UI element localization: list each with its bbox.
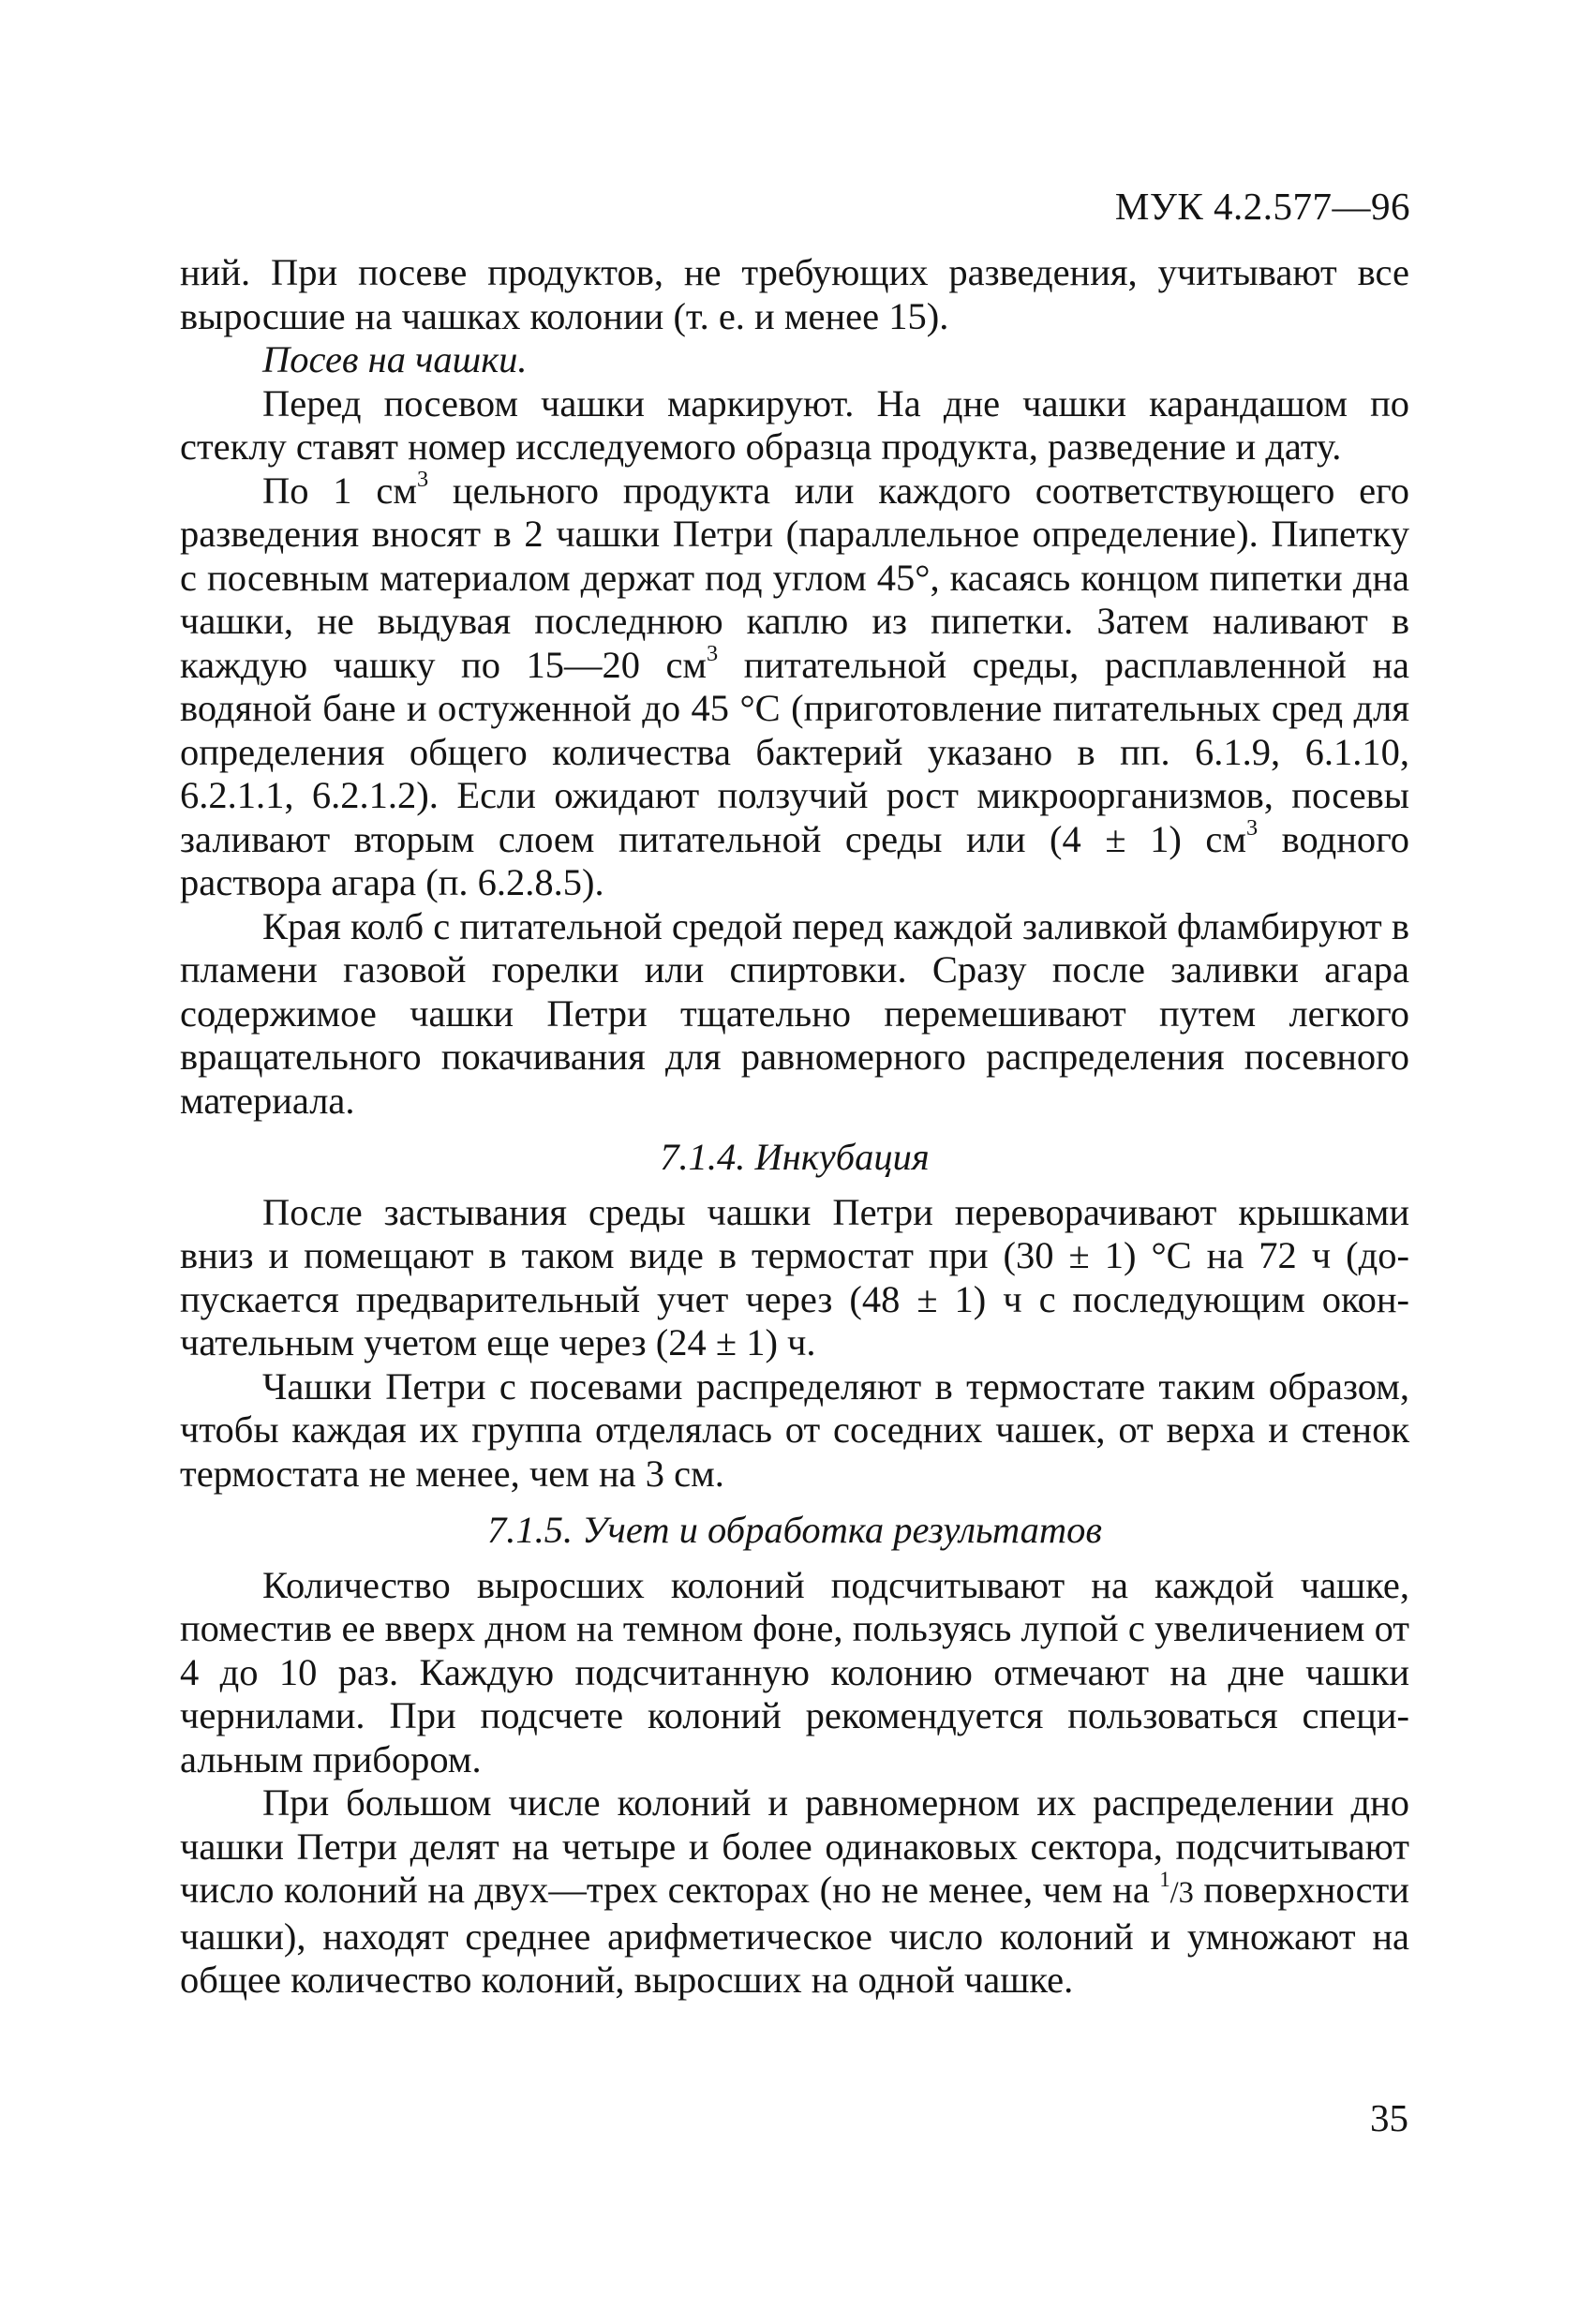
paragraph-incubation: После застывания среды чашки Петри переворачивают крышками вниз и помещают в таком виде в термостат при (30 ± 1) °С на 72 ч (допускается предварительный учет через (48 ± 1) ч с последующим окончательным учетом еще через (24 ± 1) ч. [180, 1190, 1409, 1363]
text-fragment: питательной среды, расплавленной на водяной бане и остуженной до 45 °С (приготовление питательных сред для определения общего количества бактерий указано в пп. 6.1.9, 6.1.10, 6.2.1.1, 6.2.1.2). Если ожидают ползучий рост микроорганизмов, посевы заливают вторым слоем питательной среды или (4 ± 1) см [180, 643, 1409, 860]
section-heading-incubation: 7.1.4. Инкубация [660, 1136, 930, 1178]
paragraph-marking: Перед посевом чашки маркируют. На дне чашки карандашом по стеклу ставят номер исследуемого образца продукта, разведение и дату. [180, 381, 1409, 468]
superscript: 3 [707, 640, 719, 666]
paragraph-continuation: ний. При посеве продуктов, не требующих разведения, учитывают все выросшие на чашках колонии (т. е. и менее 15). [180, 251, 1409, 337]
running-header: МУК 4.2.577—96 [1114, 185, 1410, 228]
superscript: 3 [1245, 814, 1259, 841]
page-body [180, 251, 1409, 2003]
text-fragment: поверхности чашки), находят среднее арифметическое число колоний и умножают на общее количество колоний, выросших на одной чашке. [180, 1869, 1409, 2001]
paragraph-thermostat: Чашки Петри с посевами распределяют в термостате таким образом, чтобы каждая их группа отделялась от соседних чашек, от верха и стенок термостата не менее, чем на 3 см. [180, 1364, 1409, 1495]
superscript: 3 [416, 466, 429, 492]
text-fragment: При большом числе колоний и равномерном их распределении дно чашки Петри делят на четыре и более одинаковых сектора, подсчитывают число колоний на двух—трех секторах (но не менее, чем на [180, 1781, 1409, 1911]
paragraph-flaming: Края колб с питательной средой перед каждой заливкой фламбируют в пламени газовой горелки или спиртовки. Сразу после заливки агара содержимое чашки Петри тщательно перемешивают путем легкого вращательного покачивания для равномерного распределения посевного материала. [180, 904, 1409, 1122]
paragraph-inoculation [180, 466, 1409, 905]
text-fragment: водного раствора агара (п. 6.2.8.5). [180, 817, 1409, 903]
text-fragment: По 1 см [262, 469, 417, 512]
fraction-denominator: /3 [1169, 1876, 1194, 1910]
section-heading-results: 7.1.5. Учет и обработка результатов [487, 1509, 1102, 1551]
fraction [1159, 1868, 1194, 1910]
paragraph-sectors [180, 1781, 1409, 2003]
paragraph-counting: Количество выросших колоний подсчитывают на каждой чашке, поместив ее вверх дном на темном фоне, пользуясь лупой с увеличением от 4 до 10 раз. Каждую подсчитанную колонию отмечают на дне чашки чернилами. При подсчете колоний рекомендуется пользоваться специальным прибором. [180, 1563, 1409, 1780]
subheading-posev: Посев на чашки. [262, 338, 528, 380]
fraction-numerator: 1 [1159, 1868, 1170, 1891]
text-fragment: цельного продукта или каждого соответствующего его разведения вносят в 2 чашки Петри (параллельное определение). Пипетку с посевным материалом держат под углом 45°, касаясь концом пипетки дна чашки, не выдувая последнюю каплю из пипетки. Затем наливают в каждую чашку по 15—20 см [180, 469, 1409, 686]
page-number: 35 [1370, 2096, 1408, 2139]
